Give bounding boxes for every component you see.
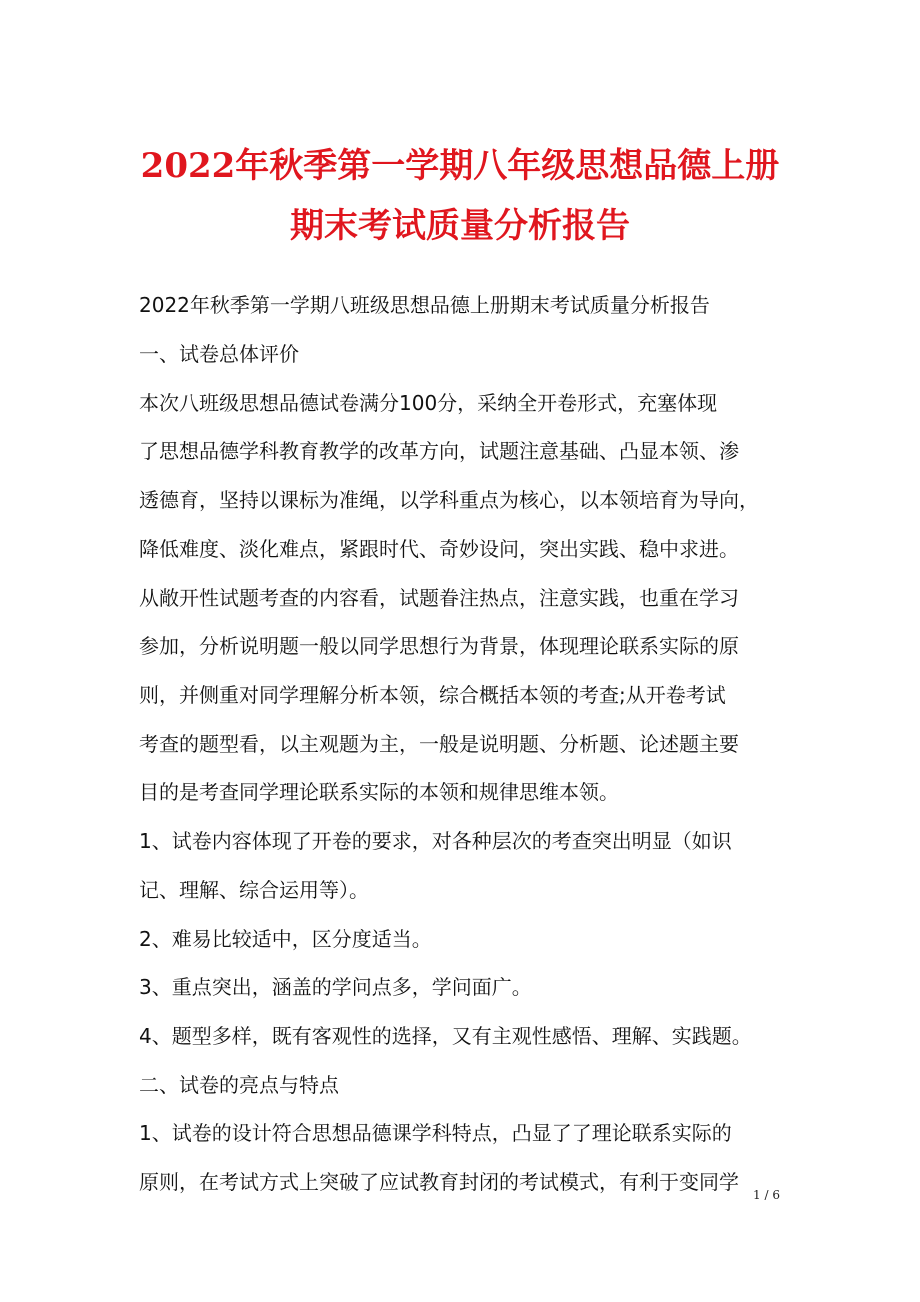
paragraph-line: 降低难度、淡化难点，紧跟时代、奇妙设问，突出实践、稳中求进。 (139, 537, 739, 561)
list-item-line: 1、试卷内容体现了开卷的要求，对各种层次的考查突出明显（如识 (139, 829, 732, 853)
section-heading: 一、试卷总体评价 (139, 342, 299, 366)
paragraph-line: 从敞开性试题考查的内容看，试题眷注热点，注意实践，也重在学习 (139, 586, 739, 610)
paragraph-line: 则，并侧重对同学理解分析本领，综合概括本领的考查;从开卷考试 (139, 683, 726, 707)
list-item-line: 记、理解、综合运用等）。 (139, 878, 369, 902)
document-title-line-1: 2022年秋季第一学期八年级思想品德上册 (140, 146, 780, 186)
paragraph-line: 原则，在考试方式上突破了应试教育封闭的考试模式，有利于变同学 (139, 1170, 739, 1194)
paragraph-line: 透德育，坚持以课标为准绳，以学科重点为核心，以本领培育为导向， (139, 488, 759, 512)
document-title-line-2: 期末考试质量分析报告 (290, 206, 630, 246)
page-indicator: 1 / 6 (753, 1188, 780, 1202)
subtitle-line: 2022年秋季第一学期八班级思想品德上册期末考试质量分析报告 (139, 293, 710, 317)
paragraph-line: 目的是考查同学理论联系实际的本领和规律思维本领。 (139, 780, 619, 804)
paragraph-line: 参加，分析说明题一般以同学思想行为背景，体现理论联系实际的原 (139, 634, 739, 658)
paragraph-line: 1、试卷的设计符合思想品德课学科特点，凸显了了理论联系实际的 (139, 1121, 732, 1145)
paragraph-line: 考查的题型看，以主观题为主，一般是说明题、分析题、论述题主要 (139, 732, 739, 756)
list-item-line: 3、重点突出，涵盖的学问点多，学问面广。 (139, 975, 532, 999)
section-heading: 二、试卷的亮点与特点 (139, 1073, 339, 1097)
paragraph-line: 本次八班级思想品德试卷满分100分，采纳全开卷形式，充塞体现 (139, 391, 718, 415)
paragraph-line: 了思想品德学科教育教学的改革方向，试题注意基础、凸显本领、渗 (139, 439, 739, 463)
list-item-line: 4、题型多样，既有客观性的选择，又有主观性感悟、理解、实践题。 (139, 1024, 752, 1048)
list-item-line: 2、难易比较适中，区分度适当。 (139, 927, 432, 951)
